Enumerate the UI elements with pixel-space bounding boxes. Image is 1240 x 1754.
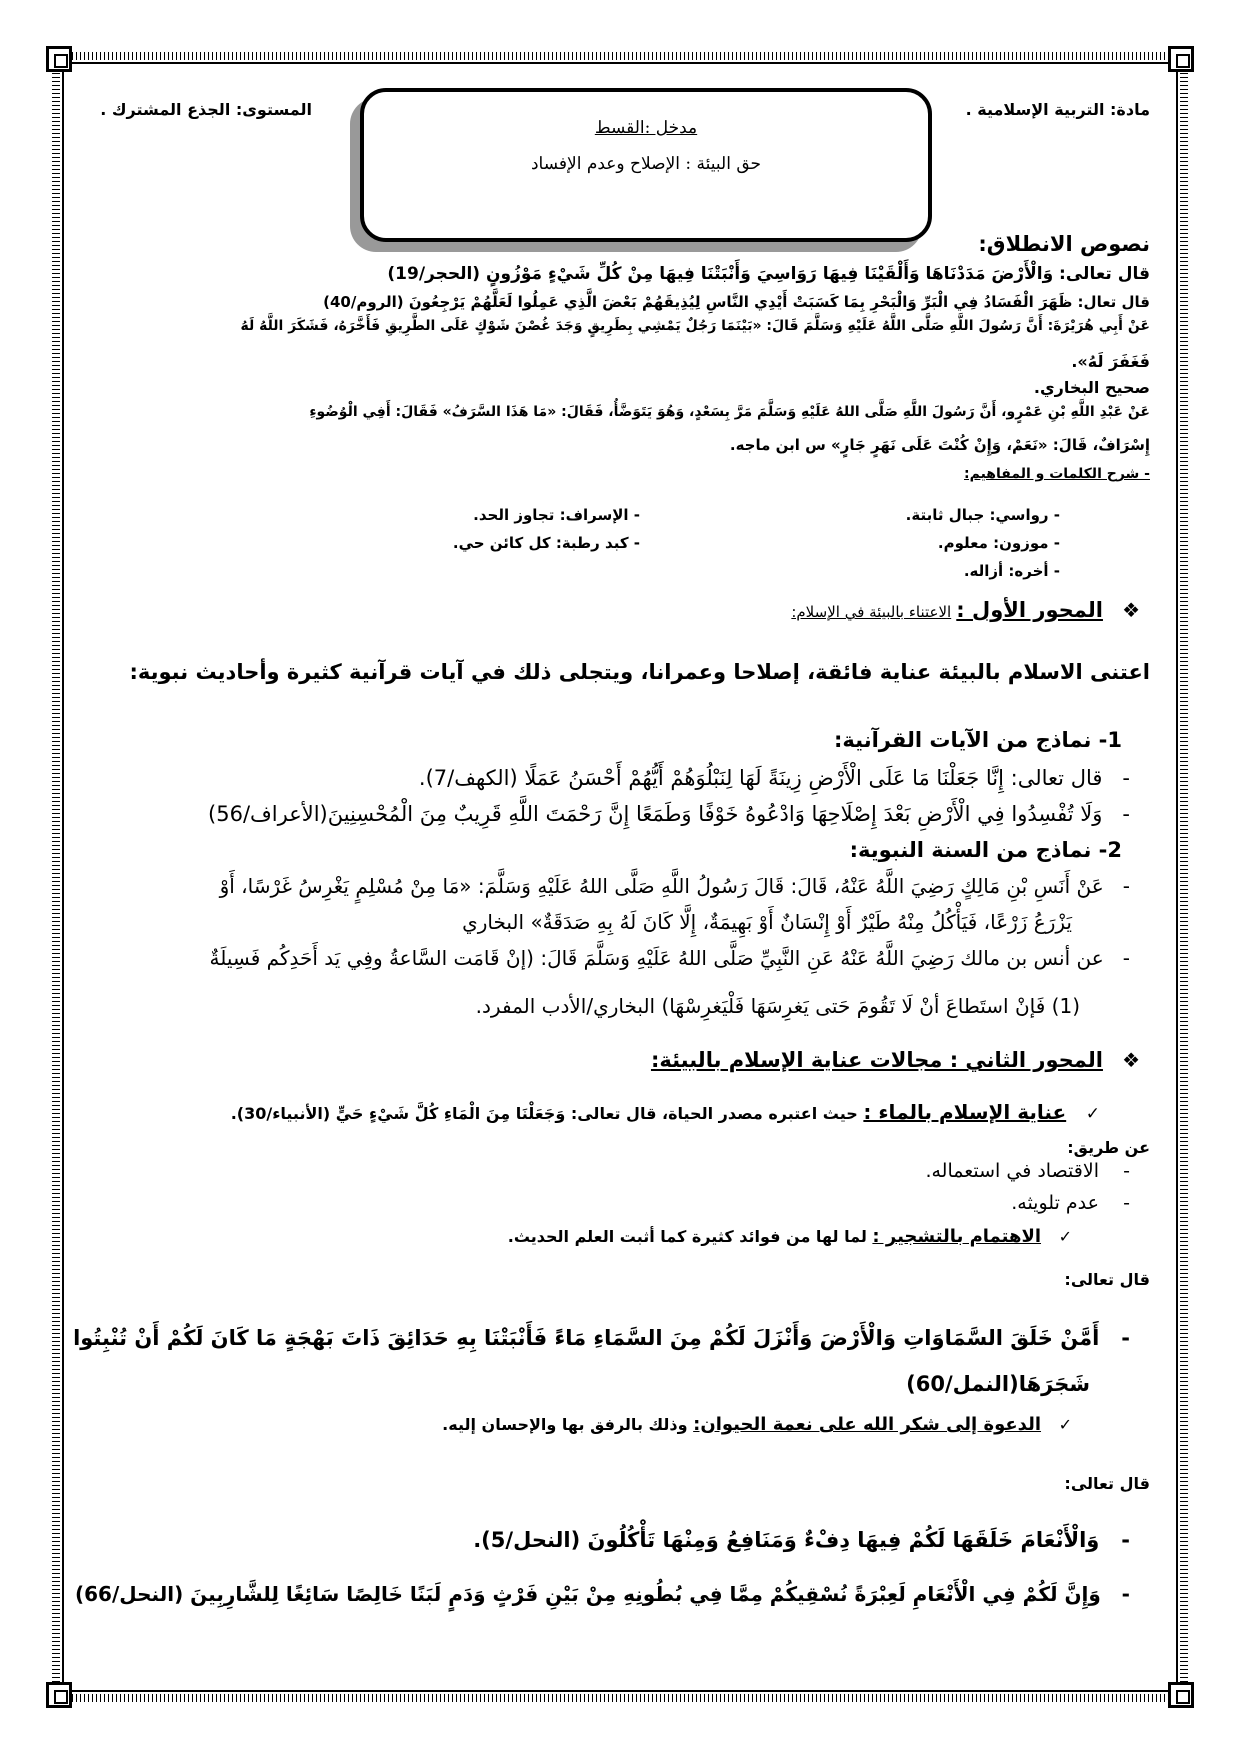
axis1-heading (791, 598, 1140, 622)
said-label: قال تعالى: (1064, 1270, 1150, 1289)
vocab-item: - كبد رطبة: كل كائن حي. (452, 534, 640, 552)
subject-label: مادة: التربية الإسلامية . (965, 100, 1150, 119)
water-text: حيث اعتبره مصدر الحياة، قال تعالى: وَجَعَلْنَا مِنَ الْمَاءِ كُلَّ شَيْءٍ حَيٍّ (الأنبياء/30). (230, 1104, 858, 1123)
axis2-heading (651, 1048, 1140, 1072)
axis1-title: الاعتناء بالبيئة في الإسلام: (791, 603, 952, 621)
trees-label: الاهتمام بالتشجير : (872, 1226, 1042, 1247)
quran-item: - وَلَا تُفْسِدُوا فِي الْأَرْضِ بَعْدَ إِصْلَاحِهَا وَادْعُوهُ خَوْفًا وَطَمَعًا إِنَّ رَحْمَتَ اللَّهِ قَرِيبٌ مِنَ الْمُحْسِنِينَ(الأعراف/56) (208, 802, 1130, 826)
diamond-bullet-icon: ❖ (1122, 598, 1140, 622)
vocab-heading: - شرح الكلمات و المفاهيم: (964, 466, 1150, 482)
check-icon: ✓ (1085, 1104, 1100, 1124)
quran-item: - قال تعالى: إِنَّا جَعَلْنَا مَا عَلَى الْأَرْضِ زِينَةً لَهَا لِنَبْلُوَهُمْ أَيُّهُمْ أَحْسَنُ عَمَلًا (الكهف/7). (418, 766, 1130, 790)
via-item: - عدم تلويثه. (1011, 1192, 1130, 1214)
vocab-item: - أخره: أزاله. (963, 562, 1060, 580)
intro-line: عَنْ أَبِي هُرَيْرَةَ: أَنَّ رَسُولَ اللَّهِ صَلَّى اللَّهُ عَلَيْهِ وَسَلَّمَ قَالَ: «بَيْنَمَا رَجُلٌ يَمْشِي بِطَرِيقٍ وَجَدَ غُصْنَ شَوْكٍ عَلَى الطَّرِيقِ فَأَخَّرَهُ، فَشَكَرَ اللَّهُ لَهُ (240, 318, 1150, 334)
check-icon: ✓ (1058, 1415, 1072, 1434)
water-label: عناية الإسلام بالماء : (863, 1100, 1067, 1124)
diamond-bullet-icon: ❖ (1122, 1048, 1140, 1072)
intro-line: فَغَفَرَ لَهُ». (1071, 352, 1150, 371)
intro-line: عَنْ عَبْدِ اللَّهِ بْنِ عَمْرٍو، أَنَّ رَسُولَ اللَّهِ صَلَّى اللهُ عَلَيْهِ وَسَلَّمَ مَرَّ بِسَعْدٍ، وَهُوَ يَتَوَضَّأُ، فَقَالَ: «مَا هَذَا السَّرَفُ» فَقَالَ: أَفِي الْوُضُوءِ (309, 404, 1150, 420)
vocab-item: - رواسي: جبال ثابتة. (905, 506, 1060, 524)
hadith-item-cont: (1) فَإنْ استَطاعَ أنْ لَا تَقُومَ حَتى يَغرِسَهَا فَلْيَغرِسْهَا) البخاري/الأدب المفرد. (475, 994, 1080, 1018)
via-item: - الاقتصاد في استعماله. (925, 1160, 1130, 1182)
intro-line: قال تعالى: وَالْأَرْضَ مَدَدْنَاهَا وَأَلْقَيْنَا فِيهَا رَوَاسِيَ وَأَنْبَتْنَا فِيهَا مِنْ كُلِّ شَيْءٍ مَوْزُونٍ (الحجر/19) (387, 264, 1150, 284)
verse-item: - وَالْأَنْعَامَ خَلَقَهَا لَكُمْ فِيهَا دِفْءٌ وَمَنَافِعُ وَمِنْهَا تَأْكُلُونَ (النحل/5). (473, 1528, 1130, 1552)
quran-heading: 1- نماذج من الآيات القرآنية: (833, 728, 1122, 752)
check-icon: ✓ (1058, 1227, 1072, 1246)
corner-ornament (1168, 1682, 1194, 1708)
intro-line: إِسْرَافٌ، قَالَ: «نَعَمْ، وَإِنْ كُنْتَ عَلَى نَهَرٍ جَارٍ» س ابن ماجه. (729, 436, 1150, 454)
hadith-item: - عَنْ أَنَسِ بْنِ مَالِكٍ رَضِيَ اللَّهُ عَنْهُ، قَالَ: قَالَ رَسُولُ اللَّهِ صَلَّى اللهُ عَلَيْهِ وَسَلَّمَ: «مَا مِنْ مُسْلِمٍ يَغْرِسُ غَرْسًا، أَوْ (219, 874, 1130, 898)
lesson-subtitle: حق البيئة : الإصلاح وعدم الإفساد (530, 154, 762, 174)
said-label: قال تعالى: (1064, 1474, 1150, 1493)
corner-ornament (46, 1682, 72, 1708)
trees-item (508, 1226, 1072, 1247)
intro-heading: نصوص الانطلاق: (978, 232, 1150, 256)
via-label: عن طريق: (1067, 1138, 1150, 1157)
axis1-intro: اعتنى الاسلام بالبيئة عناية فائقة، إصلاحا وعمرانا، ويتجلى ذلك في آيات قرآنية كثيرة وأحاديث نبوية: (129, 660, 1150, 684)
axis1-label: المحور الأول : (956, 598, 1103, 622)
corner-ornament (1168, 46, 1194, 72)
sunna-heading: 2- نماذج من السنة النبوية: (849, 838, 1122, 862)
verse-item: - وَإِنَّ لَكُمْ فِي الْأَنْعَامِ لَعِبْرَةً نُسْقِيكُمْ مِمَّا فِي بُطُونِهِ مِنْ بَيْنِ فَرْثٍ وَدَمٍ لَبَنًا خَالِصًا سَائِغًا لِلشَّارِبِينَ (النحل/66) (74, 1582, 1130, 1606)
axis2-title: المحور الثاني : مجالات عناية الإسلام بالبيئة: (650, 1048, 1103, 1072)
animals-label: الدعوة إلى شكر الله على نعمة الحيوان: (693, 1414, 1042, 1435)
intro-line: قال تعال: ظَهَرَ الْفَسَادُ فِي الْبَرِّ وَالْبَحْرِ بِمَا كَسَبَتْ أَيْدِي النَّاسِ لِيُذِيقَهُمْ بَعْضَ الَّذِي عَمِلُوا لَعَلَّهُمْ يَرْجِعُونَ (الروم/40) (323, 293, 1150, 311)
lesson-title: مدخل :القسط (594, 118, 698, 138)
verse-item: - أَمَّنْ خَلَقَ السَّمَاوَاتِ وَالْأَرْضَ وَأَنْزَلَ لَكُمْ مِنَ السَّمَاءِ مَاءً فَأَنْبَتْنَا بِهِ حَدَائِقَ ذَاتَ بَهْجَةٍ مَا كَانَ لَكُمْ أَنْ تُنْبِتُوا (73, 1326, 1130, 1350)
hadith-item-cont: يَزْرَعُ زَرْعًا، فَيَأْكُلُ مِنْهُ طَيْرٌ أَوْ إِنْسَانٌ أَوْ بَهِيمَةٌ، إِلَّا كَانَ لَهُ بِهِ صَدَقَةٌ» البخاري (462, 910, 1072, 934)
level-label: المستوى: الجذع المشترك . (100, 100, 312, 119)
verse-item-cont: شَجَرَهَا(النمل/60) (906, 1372, 1090, 1396)
hadith-item: - عن أنس بن مالك رَضِيَ اللَّهُ عَنْهُ عَنِ النَّبِيِّ صَلَّى اللهُ عَلَيْهِ وَسَلَّمَ قَالَ: (إنْ قَامَت السَّاعةُ وفِي يَد أَحَدِكُم فَسِيلَةٌ (209, 946, 1130, 970)
corner-ornament (46, 46, 72, 72)
vocab-item: - الإسراف: تجاوز الحد. (473, 506, 640, 524)
intro-line: صحيح البخاري. (1033, 378, 1150, 397)
trees-text: لما لها من فوائد كثيرة كما أثبت العلم الحديث. (507, 1227, 867, 1246)
water-item (231, 1100, 1100, 1124)
vocab-item: - موزون: معلوم. (937, 534, 1060, 552)
animals-text: وذلك بالرفق بها والإحسان إليه. (442, 1415, 688, 1434)
lesson-title-box (360, 88, 932, 242)
animals-item (442, 1414, 1072, 1435)
